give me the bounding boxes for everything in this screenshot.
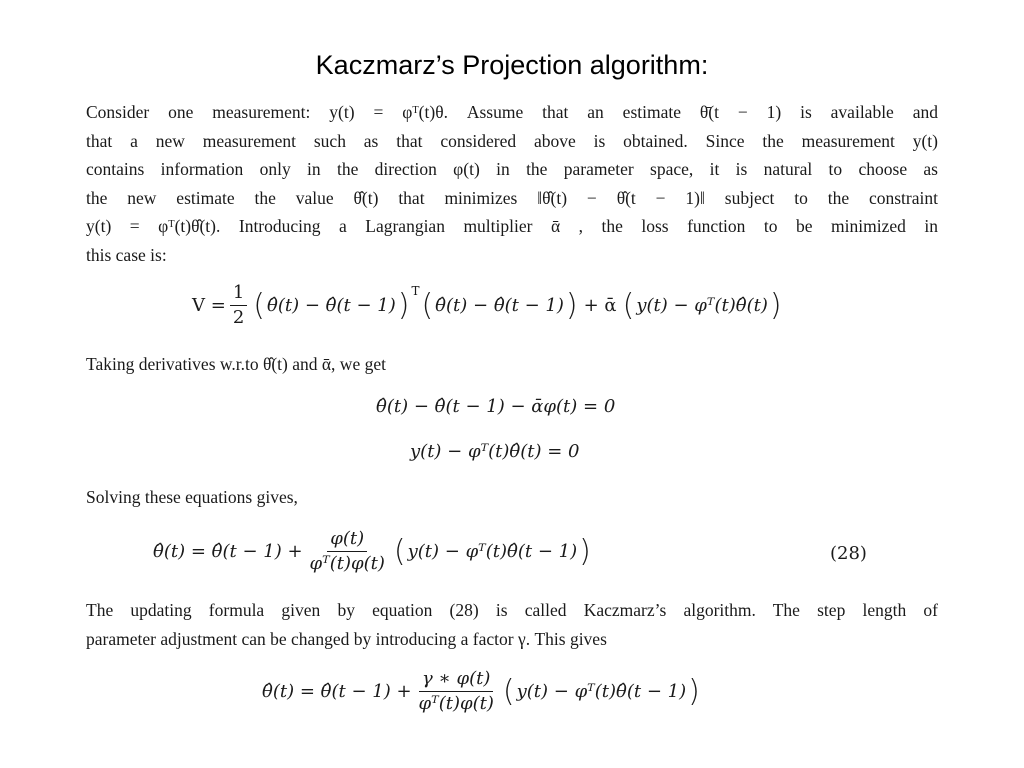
intro-line-2: that a new measurement such as that considered above is obtained. Since the measurement y(t) [86,130,938,151]
update-line-1: The updating formula given by equation (28) is called Kaczmarz’s algorithm. The step length of [86,600,938,620]
loss-function-equation [192,282,784,329]
final-lhs: θ̂(t) = θ̂(t − 1) + [262,681,412,702]
intro-line-5: y(t) = φᵀ(t)θ̂(t). Introducing a Lagrangian multiplier ᾱ , the loss function to be minimized in [86,216,938,236]
derivative-text [86,350,938,379]
paren-close: ) [769,287,782,323]
equation-number-28: (28) [830,543,867,564]
intro-line-3: contains information only in the direction φ(t) in the parameter space, it is natural to choose as [86,159,938,179]
eq28-numerator: φ(t) [327,528,367,552]
final-rhs: y(t) − φᵀ(t)θ̂(t − 1) [516,681,687,702]
paren-close: ) [565,287,578,323]
derivative-line: Taking derivatives w.r.to θ̂(t) and ᾱ, we get [86,354,386,374]
paren-open: ( [253,287,265,323]
update-line-2: parameter adjustment can be changed by introducing a factor γ. This gives [86,628,607,649]
paren-close: ) [579,533,591,569]
transpose-sup: T [411,284,420,298]
loss-term-2: θ̂(t) − θ̂(t − 1) [435,295,564,316]
final-fraction [416,668,497,715]
equation-28 [153,528,593,575]
eq28-denominator: φᵀ(t)φ(t) [309,553,385,574]
equation-a: θ̂(t) − θ̂(t − 1) − ᾱφ(t) = 0 [376,396,616,417]
equation-b: y(t) − φᵀ(t)θ̂(t) = 0 [410,441,580,462]
solve-text [86,483,938,512]
paren-close: ) [688,673,700,709]
final-denominator: φᵀ(t)φ(t) [418,693,494,714]
intro-line-1: Consider one measurement: y(t) = φᵀ(t)θ. Assume that an estimate θ̄(t − 1) is available and [86,102,938,122]
loss-half-fraction [230,282,247,329]
update-paragraph [86,596,938,653]
intro-paragraph [86,98,938,269]
intro-line-6: this case is: [86,244,167,265]
eq28-fraction [307,528,388,575]
loss-term-1: θ̂(t) − θ̂(t − 1) [266,295,396,316]
half-denominator: 2 [232,307,245,328]
paren-open: ( [421,287,434,323]
intro-line-4: the new estimate the value θ̂(t) that minimizes ‖θ̂(t) − θ̂(t − 1)‖ subject to the constraint [86,187,938,208]
paren-open: ( [622,287,635,323]
final-equation [262,668,702,715]
final-numerator: γ ∗ φ(t) [419,668,493,692]
slide-title: Kaczmarz’s Projection algorithm: [315,50,709,80]
eq28-rhs: y(t) − φᵀ(t)θ̂(t − 1) [407,541,578,562]
paren-close: ) [397,287,410,323]
loss-lhs: V = [192,295,226,316]
eq28-lhs: θ̂(t) = θ̂(t − 1) + [153,541,303,562]
half-numerator: 1 [230,282,247,306]
loss-term-3: y(t) − φᵀ(t)θ̂(t) [636,295,768,316]
loss-plus-alpha: + ᾱ [583,295,617,316]
solve-line: Solving these equations gives, [86,487,298,507]
paren-open: ( [502,673,515,709]
paren-open: ( [393,533,406,569]
